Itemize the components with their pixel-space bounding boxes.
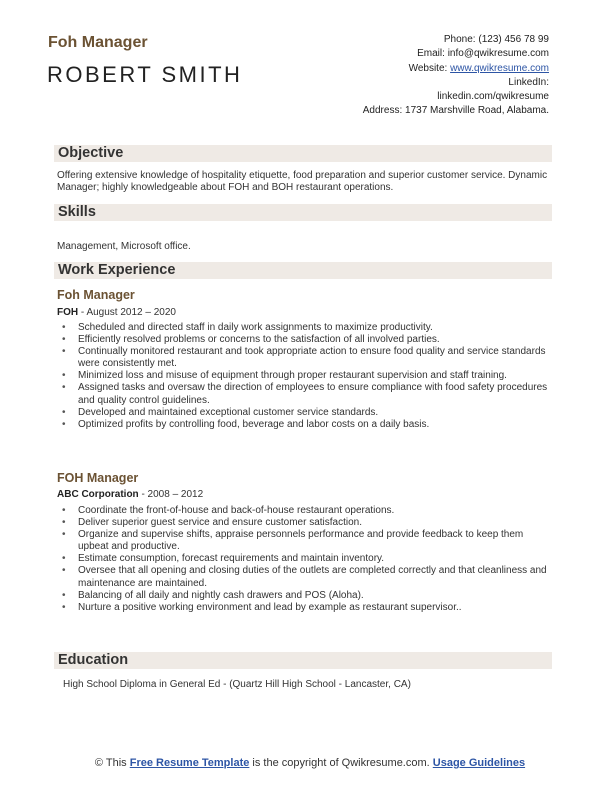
usage-guidelines-link[interactable]: Usage Guidelines (432, 757, 526, 769)
job-2-bullets (57, 505, 553, 614)
list-item: • Efficiently resolved problems or concerns to the satisfaction of all involved parties. (57, 334, 553, 346)
list-item: • Optimized profits by controlling food, beverage and labor costs on a daily basis. (57, 419, 553, 431)
contact-linkedin-label: LinkedIn: (508, 76, 549, 88)
job-1-bullets (57, 322, 553, 431)
list-item: • Nurture a positive working environment and lead by example as restaurant supervisor.. (57, 602, 553, 614)
skills-text: Management, Microsoft office. (57, 241, 191, 252)
job-2-company-line (57, 489, 203, 500)
job-2-company: ABC Corporation (57, 489, 139, 500)
resume-job-title: Foh Manager (48, 34, 148, 51)
job-1-company: FOH (57, 307, 79, 318)
footer-middle: is the copyright of Qwikresume.com. (249, 757, 433, 769)
email-value: info@qwikresume.com (447, 48, 549, 60)
list-item: • Balancing of all daily and nightly cash drawers and POS (Aloha). (57, 590, 553, 602)
candidate-name: ROBERT SMITH (47, 62, 243, 87)
footer (80, 757, 540, 770)
free-resume-template-link[interactable]: Free Resume Template (129, 757, 250, 769)
list-item: • Assigned tasks and oversaw the direction of employees to ensure compliance with food safety procedures and quality control guidelines. (57, 382, 553, 406)
job-1-role: Foh Manager (57, 288, 135, 302)
list-item: • Deliver superior guest service and ensure customer satisfaction. (57, 517, 553, 529)
contact-website (349, 62, 549, 76)
objective-heading: Objective (54, 145, 552, 162)
contact-email (349, 47, 549, 61)
job-1-company-line (57, 307, 176, 318)
address-label: Address: (362, 105, 403, 117)
email-label: Email: (417, 48, 445, 60)
list-item: • Oversee that all opening and closing duties of the outlets are completed correctly and that cleanliness and maintenance are maintained. (57, 565, 553, 589)
job-2-dates: - 2008 – 2012 (138, 489, 204, 500)
list-item: • Coordinate the front-of-house and back-of-house restaurant operations. (57, 505, 553, 517)
list-item: • Continually monitored restaurant and took appropriate action to ensure food quality and service standards were consistently met. (57, 346, 553, 370)
contact-linkedin-value: linkedin.com/qwikresume (437, 91, 549, 103)
work-experience-heading: Work Experience (54, 262, 552, 279)
address-value: 1737 Marshville Road, Alabama. (405, 105, 549, 117)
list-item: • Estimate consumption, forecast requirements and maintain inventory. (57, 553, 553, 565)
job-1-dates: - August 2012 – 2020 (78, 307, 176, 318)
phone-label: Phone: (443, 34, 476, 45)
education-text: High School Diploma in General Ed - (Quartz Hill High School - Lancaster, CA) (63, 679, 411, 690)
website-label: Website: (408, 62, 448, 74)
skills-heading: Skills (54, 204, 552, 221)
education-heading: Education (54, 652, 552, 669)
objective-text: Offering extensive knowledge of hospitality etiquette, food preparation and superior customer service. Dynamic Manager; highly knowledgeable about FOH and BOH restaurant operations. (57, 170, 548, 194)
list-item: • Minimized loss and misuse of equipment through proper restaurant supervision and staff training. (57, 370, 553, 382)
contact-address (349, 104, 549, 118)
contact-phone (349, 33, 549, 47)
phone-value: (123) 456 78 99 (478, 34, 549, 45)
footer-prefix: © This (94, 757, 130, 769)
list-item: • Scheduled and directed staff in daily work assignments to maximize productivity. (57, 322, 553, 334)
contact-block (349, 33, 549, 119)
list-item: • Organize and supervise shifts, appraise personnels performance and provide feedback to keep them upbeat and productive. (57, 529, 553, 553)
job-2-role: FOH Manager (57, 471, 139, 485)
list-item: • Developed and maintained exceptional customer service standards. (57, 407, 553, 419)
website-link[interactable]: www.qwikresume.com (450, 62, 549, 74)
